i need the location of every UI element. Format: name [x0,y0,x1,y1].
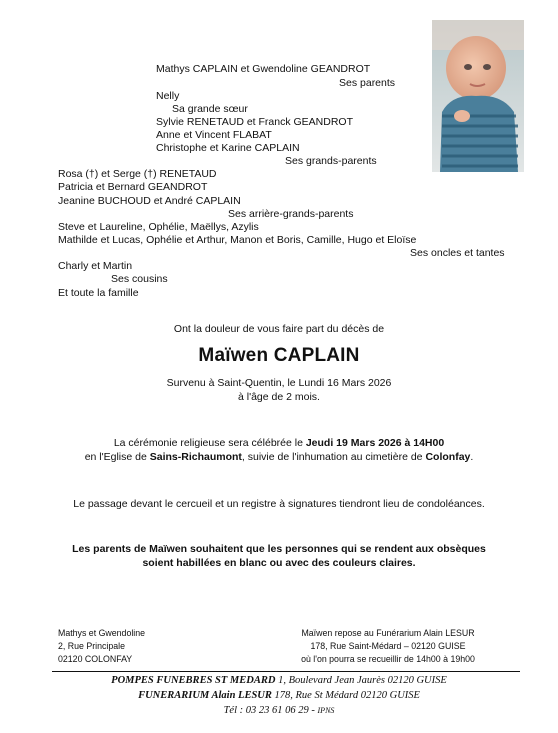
family-line-great-grandparents-2: Patricia et Bernard GEANDROT [58,181,208,193]
family-line-uncles-2: Mathilde et Lucas, Ophélie et Arthur, Manon et Boris, Camille, Hugo et Eloïse [58,234,417,246]
label-grandparents: Ses grands-parents [285,155,377,167]
family-line-uncles-1: Steve et Laureline, Ophélie, Maëllys, Azylis [58,221,259,233]
family-line-great-grandparents-3: Jeanine BUCHOUD et André CAPLAIN [58,195,241,207]
deceased-name: Maïwen CAPLAIN [198,345,360,366]
family-address-street: 2, Rue Principale [58,641,125,651]
announcement-intro: Ont la douleur de vous faire part du décès de [173,323,385,335]
label-uncles-aunts: Ses oncles et tantes [410,247,505,259]
funerarium-note-3: où l'on pourra se recueillir de 14h00 à 19h00 [301,654,475,664]
ipns-mark: IPNS [317,706,335,715]
label-parents: Ses parents [339,77,396,89]
ceremony-date: Jeudi 19 Mars 2026 à 14H00 [305,437,445,449]
church-text: en l'Eglise de [84,451,150,463]
ceremony-line-1 [0,437,558,449]
phone-number: Tél : 03 23 61 06 29 - [223,705,318,716]
family-line-grandparents-2: Anne et Vincent FLABAT [156,129,272,141]
label-sister: Sa grande sœur [172,103,248,115]
funeral-company-address: 1, Boulevard Jean Jaurès 02120 GUISE [275,675,447,686]
ceremony-line-2 [0,451,558,463]
footer-line-1 [0,675,558,686]
dress-request-line-2: soient habillées en blanc ou avec des couleurs claires. [142,557,416,569]
ceremony-period: . [470,451,474,463]
footer-line-2 [0,690,558,701]
family-line-grandparents-1: Sylvie RENETAUD et Franck GEANDROT [156,116,354,128]
family-line-grandparents-3: Christophe et Karine CAPLAIN [156,142,300,154]
funerarium-name: FUNERARIUM Alain LESUR [138,690,272,701]
death-details: Survenu à Saint-Quentin, le Lundi 16 Mars 2026 [166,377,392,389]
label-cousins: Ses cousins [111,273,168,285]
burial-text: , suivie de l'inhumation au cimetière de [241,451,426,463]
family-address-name: Mathys et Gwendoline [58,628,146,638]
family-line-parents-names: Mathys CAPLAIN et Gwendoline GEANDROT [156,63,371,75]
funerarium-note-2: 178, Rue Saint-Médard – 02120 GUISE [310,641,466,651]
age-at-death: à l'âge de 2 mois. [238,391,320,403]
church-location: Sains-Richaumont [149,451,242,463]
family-line-all-family: Et toute la famille [58,287,139,299]
family-line-cousins: Charly et Martin [58,260,133,272]
baby-photo [432,20,524,172]
funeral-company-name: POMPES FUNEBRES ST MEDARD [111,675,276,686]
label-great-grandparents: Ses arrière-grands-parents [228,208,354,220]
family-line-great-grandparents-1: Rosa (†) et Serge (†) RENETAUD [58,168,217,180]
footer-line-3 [0,705,558,716]
condolences-note: Le passage devant le cercueil et un registre à signatures tiendront lieu de condoléances. [73,498,485,510]
family-line-sister-name: Nelly [156,90,180,102]
baby-photo-illustration [432,20,524,172]
footer-divider [52,671,520,672]
funerarium-note-1: Maïwen repose au Funérarium Alain LESUR [301,628,475,638]
cemetery-location: Colonfay [425,451,471,463]
funerarium-address: 178, Rue St Médard 02120 GUISE [271,690,420,701]
dress-request-line-1: Les parents de Maïwen souhaitent que les personnes qui se rendent aux obsèques [72,543,486,555]
ceremony-text: La cérémonie religieuse sera célébrée le [113,437,306,449]
family-address-city: 02120 COLONFAY [58,654,133,664]
